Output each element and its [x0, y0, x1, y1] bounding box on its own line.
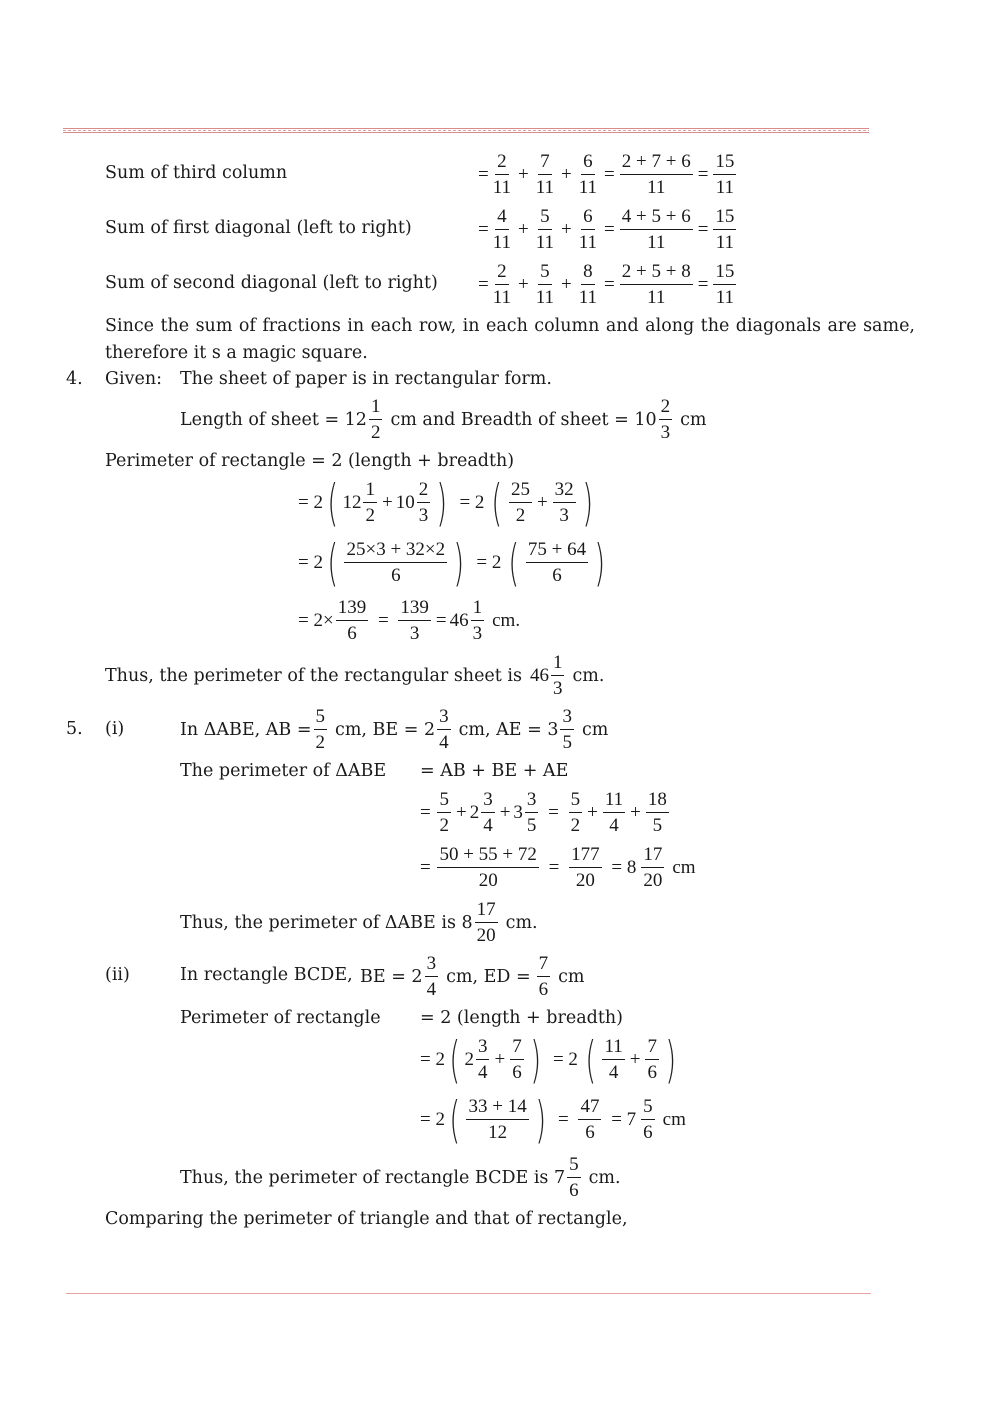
diagonal1-label: Sum of first diagonal (left to right)	[105, 218, 412, 238]
q5-triangle-perimeter-label: The perimeter of ΔABE	[180, 761, 387, 781]
diagonal2-label: Sum of second diagonal (left to right)	[105, 273, 438, 293]
q5-rect-step2: = 2 ( $\frac{33 + 14}{12}$ ) = $\frac{47}{6}$ = 7 $\frac{5}{6}$ cm	[420, 1091, 686, 1149]
magic-square-conclusion: Since the sum of fractions in each row, in each column and along the diagonals are same, therefore it s a magic square.	[105, 316, 915, 363]
q4-step2: = 2 ( $\frac{25\times 3 + 32\times 2}{6}$ ) = 2 ( $\frac{75 + 64}{6}$ )	[298, 534, 606, 592]
q4-conclusion: Thus, the perimeter of the rectangular sheet is 46 $\frac{1}{3}$ cm.	[105, 652, 605, 699]
q5-rect-step1: = 2 ( 2 $\frac{3}{4}$ + $\frac{7}{6}$ ) = 2 ( $\frac{11}{4}$ + $\frac{7}{6}$ )	[420, 1031, 677, 1089]
q5-number: 5.	[66, 719, 83, 739]
q4-given-label: Given:	[105, 369, 162, 389]
q5-rect-perimeter-formula: = 2 (length + breadth)	[420, 1008, 623, 1028]
footer-rule	[66, 1293, 871, 1294]
q5-rect-perimeter-label: Perimeter of rectangle	[180, 1008, 381, 1028]
q4-perimeter-formula: Perimeter of rectangle = 2 (length + breadth)	[105, 451, 515, 471]
q4-step3: = 2× $\frac{139}{6}$ = $\frac{139}{3}$ = 46 $\frac{1}{3}$ cm.	[298, 597, 521, 644]
q5-triangle-perimeter-formula: = AB + BE + AE	[420, 761, 569, 781]
q4-given-text: The sheet of paper is in rectangular form.	[180, 369, 552, 389]
q5-rect-sides: BE = 2 $\frac{3}{4}$ cm, ED = $\frac{7}{6}$ cm	[360, 953, 585, 1000]
q5-part1: (i)	[105, 719, 125, 739]
diagonal1-equation: = $\frac{4}{11}$ + $\frac{5}{11}$ + $\frac{6}{11}$ = $\frac{4 + 5 + 6}{11}$ = $\frac{15}{11}$	[478, 206, 735, 253]
q5-rect-intro: In rectangle BCDE,	[180, 965, 353, 985]
q5-triangle-conclusion: Thus, the perimeter of ΔABE is 8 $\frac{17}{20}$ cm.	[180, 899, 538, 946]
q5-triangle-sides: In ΔABE, AB = $\frac{5}{2}$ cm, BE = 2 $\frac{3}{4}$ cm, AE = 3 $\frac{3}{5}$ cm	[180, 706, 609, 753]
q4-step1: = 2 ( 12 $\frac{1}{2}$ + 10 $\frac{2}{3}$ ) = 2 ( $\frac{25}{2}$ + $\frac{32}{3}$ )	[298, 474, 593, 532]
q5-rect-conclusion: Thus, the perimeter of rectangle BCDE is 7 $\frac{5}{6}$ cm.	[180, 1154, 621, 1201]
diagonal2-equation: = $\frac{2}{11}$ + $\frac{5}{11}$ + $\frac{8}{11}$ = $\frac{2 + 5 + 8}{11}$ = $\frac{15}{11}$	[478, 261, 735, 308]
third-column-label: Sum of third column	[105, 163, 288, 183]
third-column-equation: = $\frac{2}{11}$ + $\frac{7}{11}$ + $\frac{6}{11}$ = $\frac{2 + 7 + 6}{11}$ = $\frac{15}{11}$	[478, 151, 735, 198]
q5-triangle-step1: = $\frac{5}{2}$ + 2 $\frac{3}{4}$ + 3 $\frac{3}{5}$ = $\frac{5}{2}$ + $\frac{11}{4}$ + $\frac{18}{5}$	[420, 789, 667, 836]
q4-number: 4.	[66, 369, 83, 389]
q4-dimensions: Length of sheet = 12 $\frac{1}{2}$ cm and Breadth of sheet = 10 $\frac{2}{3}$ cm	[180, 396, 707, 443]
q5-triangle-step2: = $\frac{50 + 55 + 72}{20}$ = $\frac{177}{20}$ = 8 $\frac{17}{20}$ cm	[420, 844, 696, 891]
q5-compare: Comparing the perimeter of triangle and that of rectangle,	[105, 1209, 628, 1229]
q5-part2: (ii)	[105, 965, 130, 985]
header-rule	[63, 128, 869, 133]
